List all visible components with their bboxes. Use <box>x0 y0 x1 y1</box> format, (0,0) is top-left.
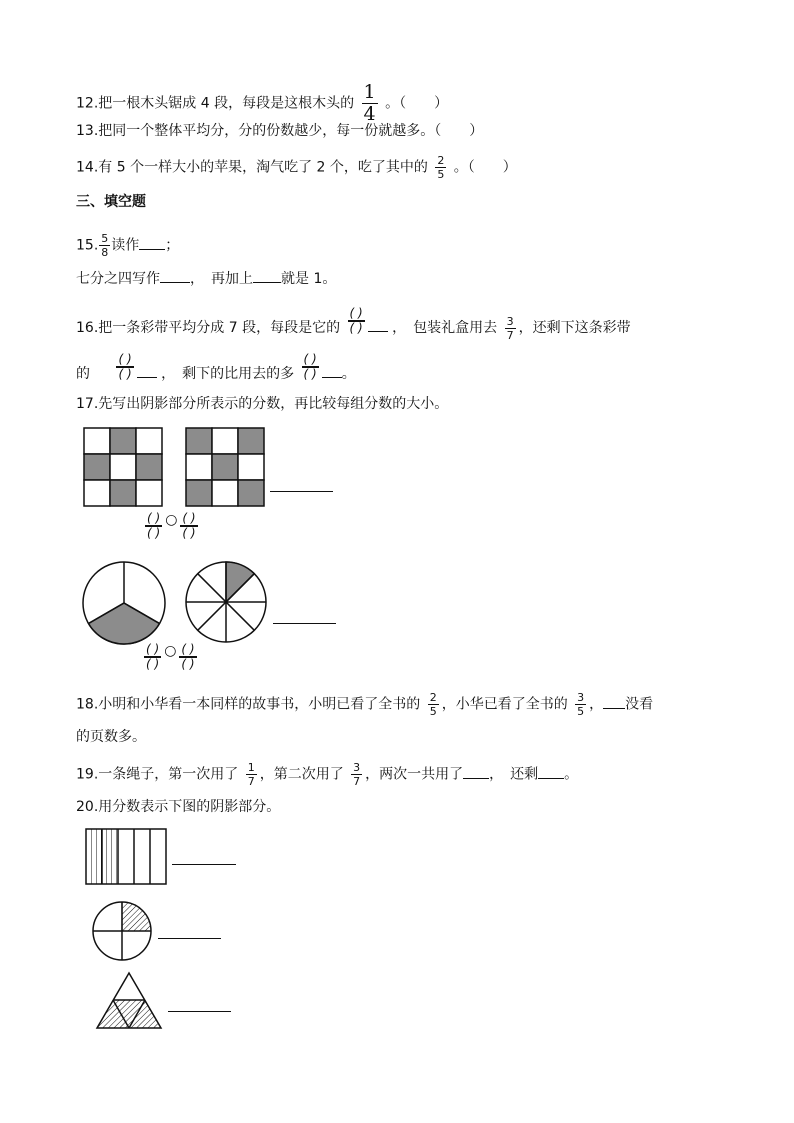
q16-blank-fraction-3[interactable]: $\frac{( )}{( )}$ <box>303 352 317 381</box>
q14-answer-bracket[interactable]: 。（ ） <box>453 159 517 176</box>
q17-compare-2[interactable]: $\frac{( )}{( )}$ ○ $\frac{( )}{( )}$ <box>146 642 195 671</box>
q19-text-3: ，两次一共用了 <box>365 766 464 783</box>
q17-circle-thirds <box>81 560 167 646</box>
q19-fraction-2: $\frac{3}{7}$ <box>353 761 361 788</box>
question-13 <box>76 121 483 141</box>
q16-text-2: ， 包装礼盒用去 <box>392 320 498 336</box>
question-15: 15. $\frac{5}{8}$ 读作 ； <box>76 232 180 259</box>
q19-blank-1[interactable] <box>463 764 489 779</box>
q18-text-4: 没看 <box>625 696 654 713</box>
q17-compare-1[interactable]: $\frac{( )}{( )}$ ○ $\frac{( )}{( )}$ <box>147 511 196 540</box>
q16-text-3: ，还剩下这条彩带 <box>518 320 631 336</box>
q19-text: 19.一条绳子，第一次用了 <box>76 766 239 783</box>
q20-triangle-figure <box>96 972 162 1030</box>
question-14 <box>76 155 517 180</box>
q17-answer-line-1[interactable] <box>270 491 333 492</box>
q19-text-4: ， 还剩 <box>489 766 539 783</box>
q16-underline-2 <box>137 363 157 378</box>
q20-text: 20.用分数表示下图的阴影部分。 <box>76 799 281 815</box>
question-18-line2 <box>76 727 146 747</box>
q20-rectangle-figure <box>86 829 166 885</box>
q17-grid-right <box>186 428 264 506</box>
q15-blank-write[interactable] <box>160 268 190 283</box>
q17-circle-eighths <box>184 560 268 644</box>
q15-text: 读作 <box>111 237 140 254</box>
q14-text: 14.有 5 个一样大小的苹果，淘气吃了 2 个，吃了其中的 <box>76 159 428 176</box>
question-19 <box>76 762 578 787</box>
q15-number: 15. <box>76 237 99 254</box>
q12-answer-bracket[interactable]: 。（ ） <box>385 95 449 112</box>
compare-circle[interactable]: ○ <box>165 511 178 528</box>
q16-text-6: 。 <box>341 366 356 382</box>
q20-answer-line-3[interactable] <box>168 1011 231 1012</box>
q20-answer-line-1[interactable] <box>172 864 236 865</box>
q15-text-2: 七分之四写作 <box>76 271 160 287</box>
q15-text-4: 就是 1。 <box>281 271 337 287</box>
q19-text-5: 。 <box>564 766 579 783</box>
q18-text-2: ，小华已看了全书的 <box>441 696 568 713</box>
question-17 <box>76 394 448 414</box>
question-20 <box>76 797 280 817</box>
q18-blank[interactable] <box>603 694 625 709</box>
q17-grid-left <box>84 428 162 506</box>
q16-blank-fraction-2[interactable]: $\frac{( )}{( )}$ <box>118 352 132 381</box>
question-12 <box>76 83 448 124</box>
q20-answer-line-2[interactable] <box>158 938 221 939</box>
q19-text-2: ，第二次用了 <box>259 766 344 783</box>
q17-text: 17.先写出阴影部分所表示的分数，再比较每组分数的大小。 <box>76 396 449 412</box>
q16-text-4: 的 <box>76 366 90 382</box>
q16-blank-fraction-1[interactable]: $\frac{( )}{( )}$ <box>349 306 363 335</box>
q13-text: 13.把同一个整体平均分，分的份数越少，每一份就越多。（ ） <box>76 123 484 139</box>
q18-fraction-1: $\frac{2}{5}$ <box>429 691 437 718</box>
q19-fraction-1: $\frac{1}{7}$ <box>247 761 255 788</box>
question-16 <box>76 307 631 341</box>
q18-text-5: 的页数多。 <box>76 729 146 745</box>
question-16-line2 <box>76 353 356 384</box>
question-15-line2 <box>76 268 336 289</box>
section-heading <box>76 192 146 212</box>
compare-circle[interactable]: ○ <box>164 642 177 659</box>
q15-text-3: ， 再加上 <box>190 271 253 287</box>
question-18 <box>76 692 653 717</box>
q14-fraction: $\frac{2}{5}$ <box>437 154 445 181</box>
q16-text: 16.把一条彩带平均分成 7 段，每段是它的 <box>76 320 341 336</box>
q12-fraction: $\frac{1}{4}$ <box>363 81 376 125</box>
q20-circle-figure <box>91 900 153 962</box>
q15-blank-reading[interactable] <box>139 235 165 250</box>
q16-text-5: ， 剩下的比用去的多 <box>161 366 295 382</box>
q18-text: 18.小明和小华看一本同样的故事书，小明已看了全书的 <box>76 696 421 713</box>
q17-answer-line-2[interactable] <box>273 623 336 624</box>
q12-text: 12.把一根木头锯成 4 段，每段是这根木头的 <box>76 95 355 112</box>
q19-blank-2[interactable] <box>538 764 564 779</box>
q16-fraction: $\frac{3}{7}$ <box>506 314 514 342</box>
q15-blank-add[interactable] <box>253 268 281 283</box>
q15-fraction: $\frac{5}{8}$ <box>101 232 109 259</box>
q18-fraction-2: $\frac{3}{5}$ <box>577 691 585 718</box>
q18-text-3: ， <box>589 696 604 713</box>
q16-underline-1 <box>368 317 388 332</box>
section-title: 三、填空题 <box>76 194 146 210</box>
q16-underline-3 <box>322 363 342 378</box>
